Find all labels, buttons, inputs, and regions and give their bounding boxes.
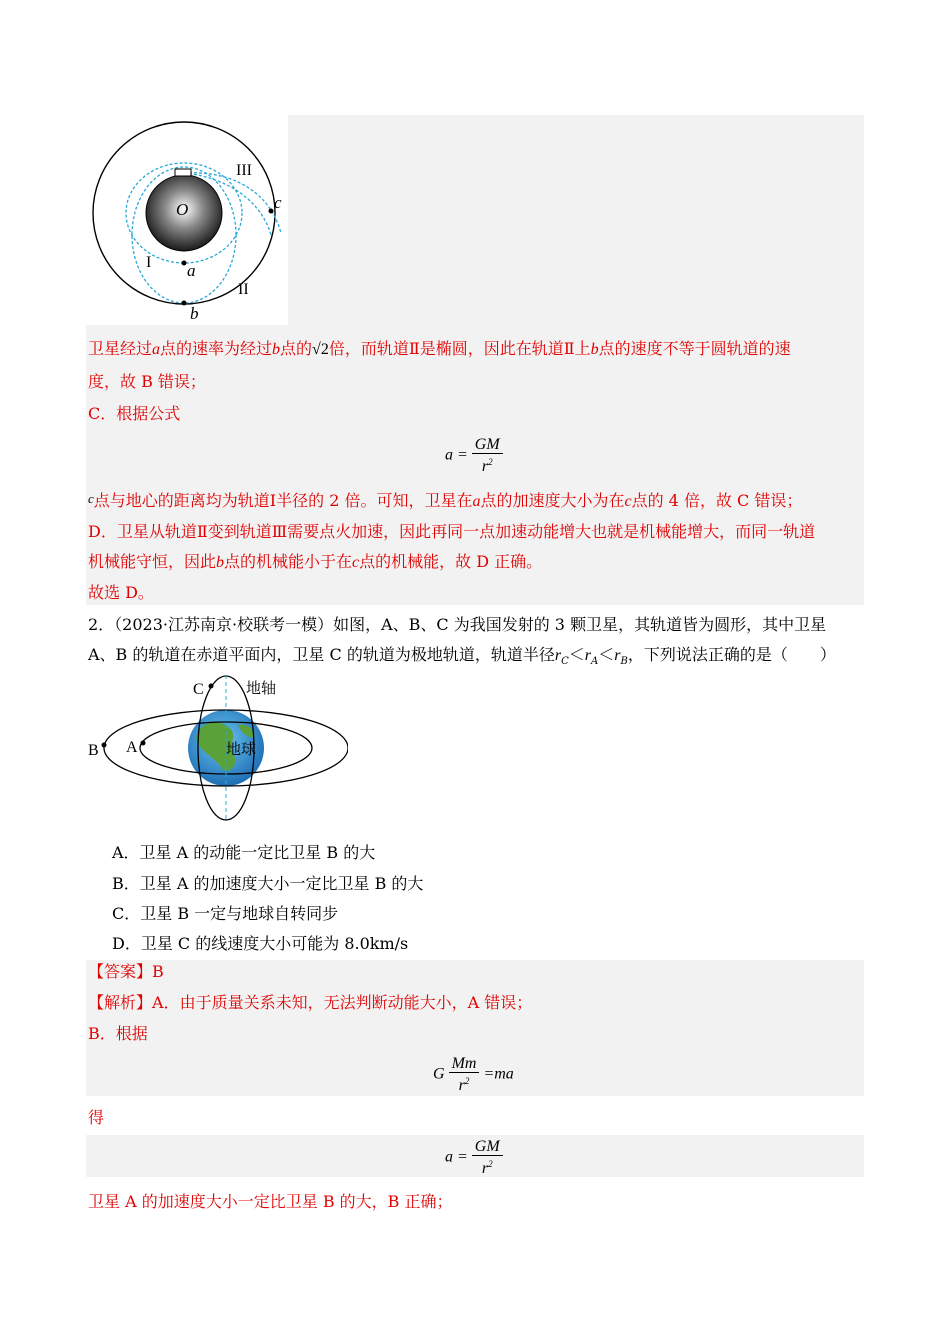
sat-a: [141, 741, 146, 746]
analysis-background: [288, 115, 864, 325]
analysis2-de: 得: [88, 1108, 105, 1127]
orbit-diagram: [86, 115, 288, 325]
point-a: [182, 261, 187, 266]
point-c: [269, 209, 274, 214]
satellite-icon: [175, 169, 191, 176]
option-b[interactable]: B．卫星 A 的加速度大小一定比卫星 B 的大: [112, 874, 424, 893]
label-sat-c: C: [193, 681, 204, 698]
label-axis: 地轴: [246, 679, 277, 697]
analysis1-line1: 卫星经过a点的速率为经过b点的√2倍，而轨道Ⅱ是椭圆，因此在轨道Ⅱ上b点的速度不等于圆轨道的速: [88, 339, 791, 358]
option-d[interactable]: D．卫星 C 的线速度大小可能为 8.0km/s: [112, 934, 409, 953]
label-o: O: [176, 200, 189, 219]
sat-c: [209, 684, 214, 689]
formula-gravity: G $\frac{Mm}{r^2}$ =ma: [433, 1055, 514, 1094]
formula-a-gm-r2: a = $\frac{GM}{r^2}$: [445, 436, 503, 475]
label-sat-a: A: [126, 739, 138, 756]
option-a[interactable]: A．卫星 A 的动能一定比卫星 B 的大: [112, 843, 376, 862]
sat-b: [102, 743, 107, 748]
analysis2-line-a: 【解析】A．由于质量关系未知，无法判断动能大小，A 错误；: [88, 993, 533, 1012]
point-b: [182, 301, 187, 306]
analysis1-line4: c点与地心的距离均为轨道Ⅰ半径的 2 倍。可知，卫星在a点的加速度大小为在c点的 4 倍，故 C 错误；: [88, 491, 803, 510]
earth-orbit-diagram: [86, 673, 348, 823]
answer-line: 【答案】B: [88, 962, 164, 981]
analysis1-line5: D．卫星从轨道Ⅱ变到轨道Ⅲ需要点火加速，因此再同一点加速动能增大也就是机械能增大，而同一轨道: [88, 522, 816, 541]
analysis2-conclusion: 卫星 A 的加速度大小一定比卫星 B 的大，B 正确；: [88, 1192, 453, 1211]
analysis1-line7: 故选 D。: [88, 583, 154, 602]
question2-line2: A、B 的轨道在赤道平面内，卫星 C 的轨道为极地轨道，轨道半径$r_C<r_A<r_B$，下列说法正确的是（ ）: [88, 645, 836, 668]
label-ii: II: [238, 281, 249, 298]
analysis1-line3: C．根据公式: [88, 404, 181, 423]
formula-a-gm-r2-2: a = $\frac{GM}{r^2}$: [445, 1138, 503, 1177]
label-earth: 地球: [226, 740, 257, 758]
label-i: I: [146, 254, 152, 271]
label-iii: III: [236, 162, 252, 179]
label-b: b: [190, 304, 199, 323]
analysis1-line6: 机械能守恒，因此b点的机械能小于在c点的机械能，故 D 正确。: [88, 552, 543, 571]
label-c: c: [274, 193, 282, 212]
label-sat-b: B: [88, 742, 99, 759]
question2-line1: 2．（2023·江苏南京·校联考一模）如图，A、B、C 为我国发射的 3 颗卫星，其轨道皆为圆形，其中卫星: [88, 615, 827, 634]
analysis2-line-b: B．根据: [88, 1024, 148, 1043]
option-c[interactable]: C．卫星 B 一定与地球自转同步: [112, 904, 339, 923]
analysis1-line2: 度，故 B 错误；: [88, 372, 206, 391]
label-a: a: [187, 261, 196, 280]
